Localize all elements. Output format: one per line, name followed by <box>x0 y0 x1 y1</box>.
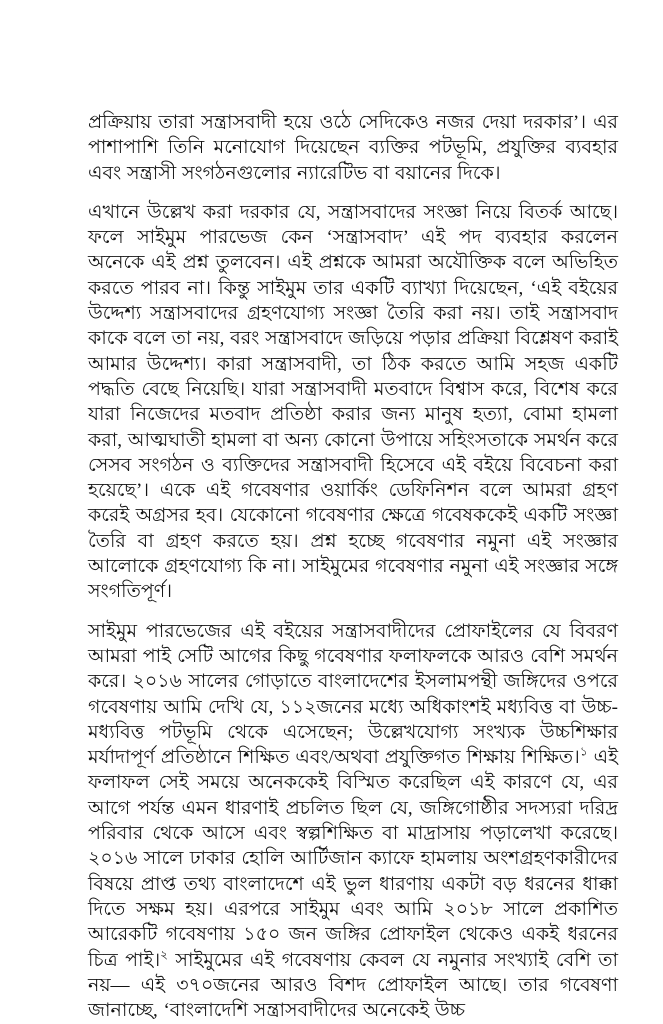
paragraph-3-text-a: সাইমুম পারভেজের এই বইয়ের সন্ত্রাসবাদীদের প্রোফাইলের যে বিবরণ আমরা পাই সেটি আগের কিছু গবেষণার ফলাফলকে আরও বেশি সমর্থন করে। ২০১৬ সালের গোড়াতে বাংলাদেশের ইসলামপন্থী জঙ্গিদের ওপরে গবেষণায় আমি দেখি যে, ১১২জনের মধ্যে অধিকাংশই মধ্যবিত্ত বা উচ্চ-মধ্যবিত্ত পটভূমি থেকে এসেছেন; উল্লেখযোগ্য সংখ্যক উচ্চশিক্ষার মর্যাদাপূর্ণ প্রতিষ্ঠানে শিক্ষিত এবং/অথবা প্রযুক্তিগত শিক্ষায় শিক্ষিত। <box>88 620 618 769</box>
paragraph-2: এখানে উল্লেখ করা দরকার যে, সন্ত্রাসবাদের সংজ্ঞা নিয়ে বিতর্ক আছে। ফলে সাইমুম পারভেজ কেন ‘সন্ত্রাসবাদ’ এই পদ ব্যবহার করলেন অনেকে এই প্রশ্ন তুলবেন। এই প্রশ্নকে আমরা অযৌক্তিক বলে অভিহিত করতে পারব না। কিন্তু সাইমুম তার একটি ব্যাখ্যা দিয়েছেন, ‘এই বইয়ের উদ্দেশ্য সন্ত্রাসবাদের গ্রহণযোগ্য সংজ্ঞা তৈরি করা নয়। তাই সন্ত্রাসবাদ কাকে বলে তা নয়, বরং সন্ত্রাসবাদে জড়িয়ে পড়ার প্রক্রিয়া বিশ্লেষণ করাই আমার উদ্দেশ্য। কারা সন্ত্রাসবাদী, তা ঠিক করতে আমি সহজ একটি পদ্ধতি বেছে নিয়েছি। যারা সন্ত্রাসবাদী মতবাদে বিশ্বাস করে, বিশেষ করে যারা নিজেদের মতবাদ প্রতিষ্ঠা করার জন্য মানুষ হত্যা, বোমা হামলা করা, আত্মঘাতী হামলা বা অন্য কোনো উপায়ে সহিংসতাকে সমর্থন করে সেসব সংগঠন ও ব্যক্তিদের সন্ত্রাসবাদী হিসেবে এই বইয়ে বিবেচনা করা হয়েছে’। একে এই গবেষণার ওয়ার্কিং ডেফিনিশন বলে আমরা গ্রহণ করেই অগ্রসর হব। যেকোনো গবেষণার ক্ষেত্রে গবেষককেই একটি সংজ্ঞা তৈরি বা গ্রহণ করতে হয়। প্রশ্ন হচ্ছে গবেষণার নমুনা এই সংজ্ঞার আলোকে গ্রহণযোগ্য কি না। সাইমুমের গবেষণার নমুনা এই সংজ্ঞার সঙ্গে সংগতিপূর্ণ। <box>88 201 618 603</box>
paragraph-3-text-b: এই ফলাফল সেই সময়ে অনেককেই বিস্মিত করেছিল এই কারণে যে, এর আগে পর্যন্ত এমন ধারণাই প্রচলিত ছিল যে, জঙ্গিগোষ্ঠীর সদস্যরা দরিদ্র পরিবার থেকে আসে এবং স্বল্পশিক্ষিত বা মাদ্রাসায় পড়ালেখা করেছে। ২০১৬ সালে ঢাকার হোলি আর্টিজান ক্যাফে হামলায় অংশগ্রহণকারীদের বিষয়ে প্রাপ্ত তথ্য বাংলাদেশে এই ভুল ধারণায় একটা বড় ধরনের ধাক্কা দিতে সক্ষম হয়। এরপরে সাইমুম এবং আমি ২০১৮ সালে প্রকাশিত আরেকটি গবেষণায় ১৫০ জন জঙ্গির প্রোফাইল থেকেও একই ধরনের চিত্র পাই। <box>88 747 618 971</box>
paragraph-3-text-c: সাইমুমের এই গবেষণায় কেবল যে নমুনার সংখ্যাই বেশি তা নয়— এই ৩৭০জনের আরও বিশদ প্রোফাইল আছে। তার গবেষণা জানাচ্ছে, ‘বাংলাদেশি সন্ত্রাসবাদীদের অনেকেই উচ্চ <box>88 949 619 1022</box>
footnote-marker-2: ২ <box>160 947 168 962</box>
footnote-marker-1: ১ <box>579 744 588 759</box>
paragraph-3 <box>88 619 618 1024</box>
paragraph-1: প্রক্রিয়ায় তারা সন্ত্রাসবাদী হয়ে ওঠে সেদিকেও নজর দেয়া দরকার’। এর পাশাপাশি তিনি মনোযোগ দিয়েছেন ব্যক্তির পটভূমি, প্রযুক্তির ব্যবহার এবং সন্ত্রাসী সংগঠনগুলোর ন্যারেটিভ বা বয়ানের দিকে। <box>88 112 618 184</box>
